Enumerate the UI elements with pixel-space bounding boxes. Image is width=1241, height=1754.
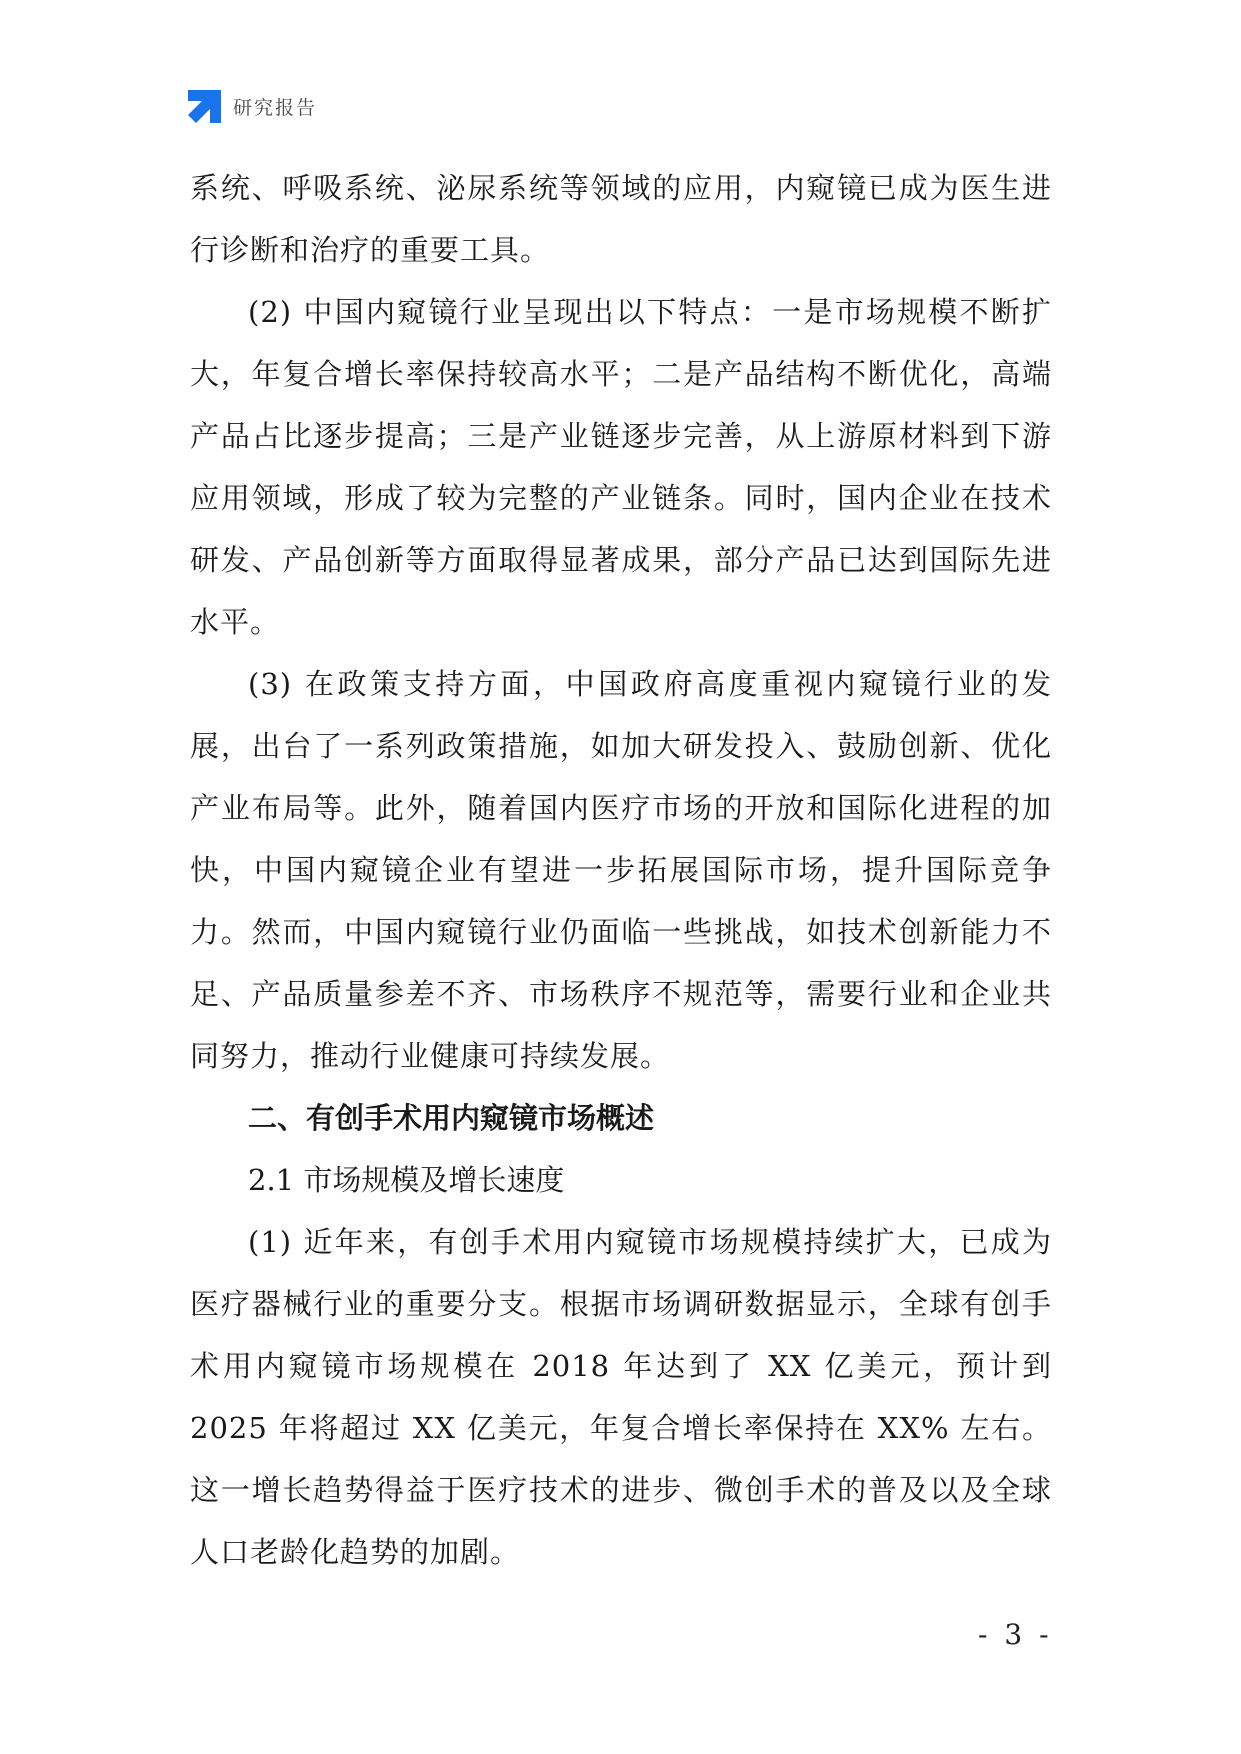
paragraph-continued: 系统、呼吸系统、泌尿系统等领域的应用，内窥镜已成为医生进行诊断和治疗的重要工具。 <box>190 171 1052 267</box>
header-title: 研究报告 <box>233 96 318 119</box>
subsection-heading: 2.1 市场规模及增长速度 <box>248 1163 565 1197</box>
section-heading: 二、有创手术用内窥镜市场概述 <box>248 1101 655 1135</box>
page-number: - 3 - <box>978 1618 1053 1651</box>
arrow-logo-icon <box>188 90 221 123</box>
page-header <box>188 88 317 124</box>
paragraph-2: (2) 中国内窥镜行业呈现出以下特点：一是市场规模不断扩大，年复合增长率保持较高水平；二是产品结构不断优化，高端产品占比逐步提高；三是产业链逐步完善，从上游原材料到下游应用领域，形成了较为完整的产业链条。同时，国内企业在技术研发、产品创新等方面取得显著成果，部分产品已达到国际先进水平。 <box>190 295 1052 639</box>
paragraph-market-size: (1) 近年来，有创手术用内窥镜市场规模持续扩大，已成为医疗器械行业的重要分支。根据市场调研数据显示，全球有创手术用内窥镜市场规模在 2018 年达到了 XX 亿美元，预计到 2025 年将超过 XX 亿美元，年复合增长率保持在 XX% 左右。这一增长趋势得益于医疗技术的进步、微创手术的普及以及全球人口老龄化趋势的加剧。 <box>190 1225 1052 1569</box>
document-body <box>190 157 1052 1583</box>
paragraph-3: (3) 在政策支持方面，中国政府高度重视内窥镜行业的发展，出台了一系列政策措施，如加大研发投入、鼓励创新、优化产业布局等。此外，随着国内医疗市场的开放和国际化进程的加快，中国内窥镜企业有望进一步拓展国际市场，提升国际竞争力。然而，中国内窥镜行业仍面临一些挑战，如技术创新能力不足、产品质量参差不齐、市场秩序不规范等，需要行业和企业共同努力，推动行业健康可持续发展。 <box>190 667 1052 1073</box>
